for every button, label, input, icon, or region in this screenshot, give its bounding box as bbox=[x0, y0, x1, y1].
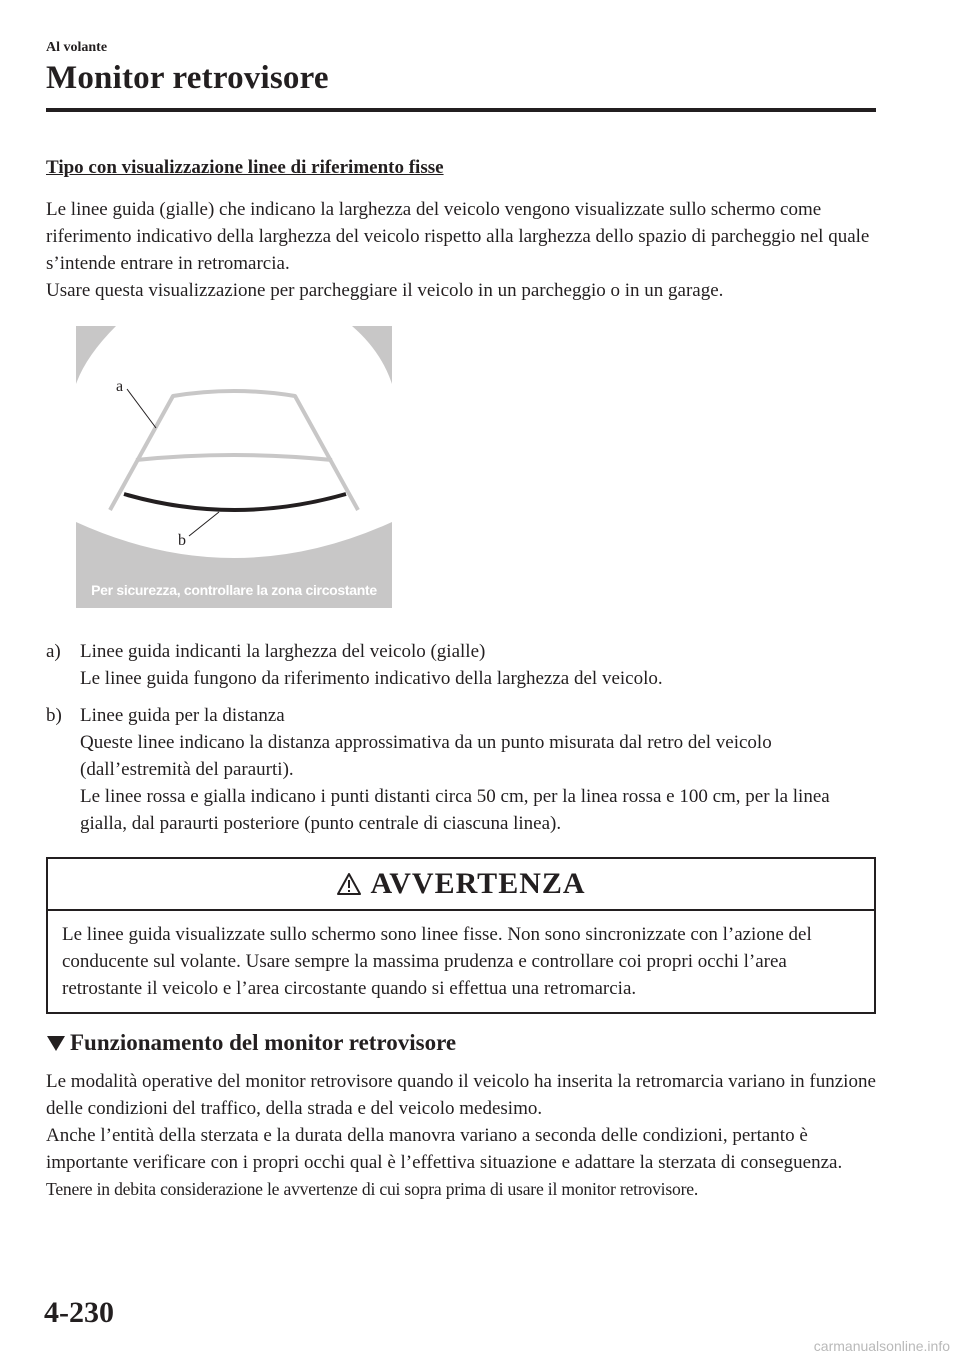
legend-title-b: Linee guida per la distanza bbox=[80, 705, 285, 726]
warning-text: Le linee guida visualizzate sullo schermo sono linee fisse. Non sono sincronizzate con l’azione del conducente sul volante. Usare sempre la massima prudenza e controllare coi propri occhi l’area retrostante il veicolo e l’area circostante quando si effettua una retromarcia. bbox=[62, 924, 812, 999]
operation-paragraph-1: Le modalità operative del monitor retrovisore quando il veicolo ha inserita la retromarcia variano in funzione delle condizioni del traffico, della strada e del veicolo medesimo. bbox=[46, 1071, 876, 1119]
warning-title: AVVERTENZA bbox=[370, 867, 586, 900]
page-content bbox=[46, 154, 876, 1203]
legend-title-a: Linee guida indicanti la larghezza del veicolo (gialle) bbox=[80, 641, 486, 662]
watermark: carmanualsonline.info bbox=[813, 1338, 950, 1354]
fixed-lines-paragraph-1: Le linee guida (gialle) che indicano la larghezza del veicolo vengono visualizzate sullo schermo come riferimento indicativo della larghezza del veicolo rispetto alla larghezza dello spazio di parcheggio nel quale s’intende entrare in retromarcia. bbox=[46, 199, 870, 274]
fixed-lines-paragraph-2: Usare questa visualizzazione per parcheggiare il veicolo in un parcheggio o in un garage. bbox=[46, 280, 724, 301]
legend-text-b-1: Queste linee indicano la distanza approssimativa da un punto misurata dal retro del veicolo (dall’estremità del paraurti). bbox=[80, 732, 772, 780]
fixed-lines-heading: Tipo con visualizzazione linee di riferimento fisse bbox=[46, 157, 444, 178]
warning-header bbox=[48, 859, 874, 911]
figure-label-a: a bbox=[116, 378, 124, 395]
legend-item-a bbox=[46, 638, 876, 692]
rear-camera-illustration bbox=[76, 326, 392, 608]
figure-legend bbox=[46, 638, 876, 837]
figure-label-b: b bbox=[178, 532, 186, 549]
warning-box bbox=[46, 857, 876, 1014]
triangle-down-icon bbox=[46, 1034, 66, 1052]
legend-marker-a: a) bbox=[46, 641, 61, 662]
operation-paragraph-3: Tenere in debita considerazione le avvertenze di cui sopra prima di usare il monitor retrovisore. bbox=[46, 1179, 699, 1199]
legend-text-a-1: Le linee guida fungono da riferimento indicativo della larghezza del veicolo. bbox=[80, 668, 663, 689]
title-rule bbox=[46, 108, 876, 112]
legend-marker-b: b) bbox=[46, 705, 62, 726]
page-number: 4-230 bbox=[44, 1296, 114, 1329]
legend-item-b bbox=[46, 702, 876, 837]
rear-camera-figure bbox=[76, 326, 392, 608]
legend-text-b-2: Le linee rossa e gialla indicano i punti distanti circa 50 cm, per la linea rossa e 100 cm, per la linea gialla, dal paraurti posteriore (punto centrale di ciascuna linea). bbox=[80, 786, 830, 834]
warning-triangle-icon bbox=[336, 872, 362, 896]
operation-heading bbox=[46, 1028, 876, 1058]
section-label: Al volante bbox=[46, 40, 108, 55]
page-title: Monitor retrovisore bbox=[46, 60, 329, 96]
operation-heading-text: Funzionamento del monitor retrovisore bbox=[70, 1030, 457, 1055]
operation-paragraph-2: Anche l’entità della sterzata e la durata della manovra variano a seconda delle condizioni, pertanto è importante verificare con i propri occhi qual è l’effettiva situazione e adattare la sterzata di conseguenza. bbox=[46, 1125, 843, 1173]
figure-caption: Per sicurezza, controllare la zona circostante bbox=[91, 582, 377, 598]
